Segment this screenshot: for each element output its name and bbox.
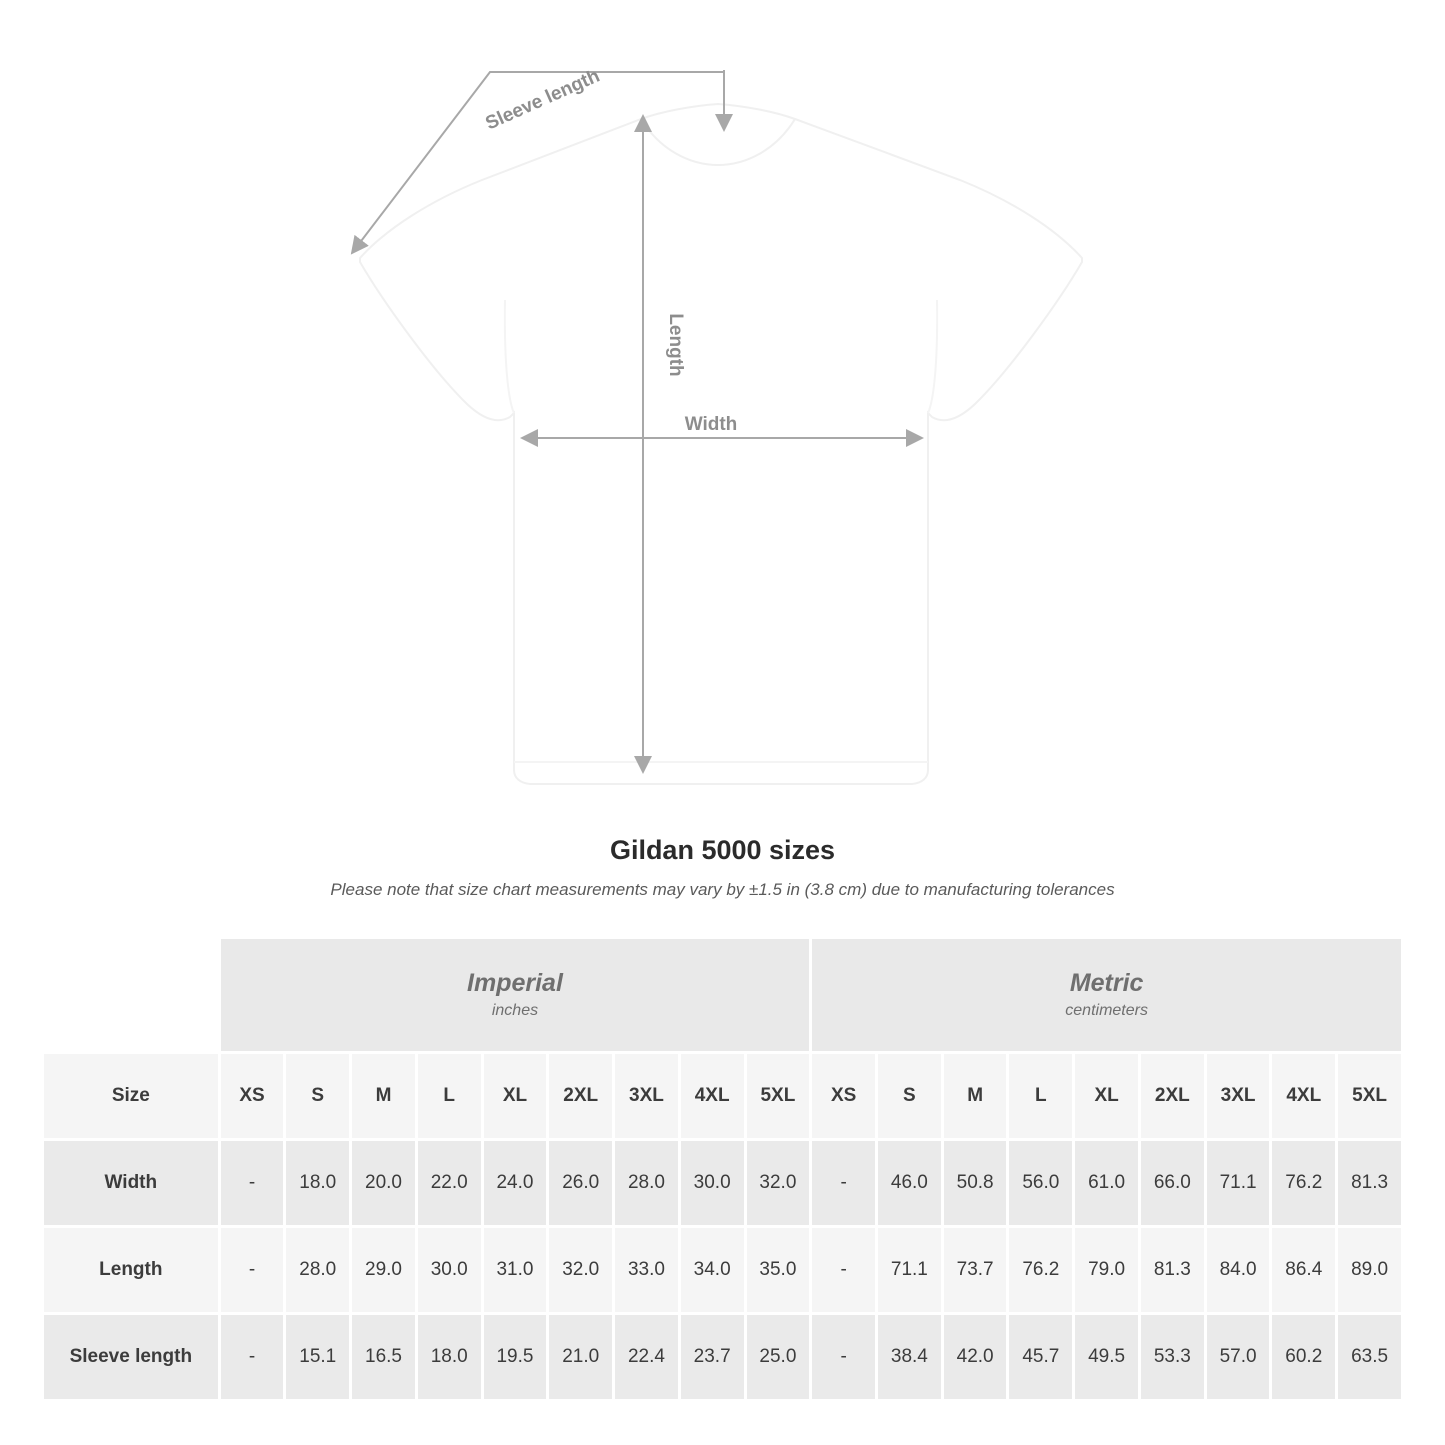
col-header-imperial-l: L — [416, 1053, 482, 1140]
cell-length-metric-2xl: 81.3 — [1139, 1227, 1205, 1314]
col-header-imperial-4xl: 4XL — [679, 1053, 745, 1140]
cell-sleeve-imperial-4xl: 23.7 — [679, 1314, 745, 1401]
cell-sleeve-metric-4xl: 60.2 — [1271, 1314, 1337, 1401]
cell-length-metric-l: 76.2 — [1008, 1227, 1074, 1314]
cell-width-metric-xs: - — [811, 1140, 877, 1227]
cell-width-imperial-xs: - — [219, 1140, 285, 1227]
unit-imperial-name: Imperial — [467, 969, 563, 997]
cell-width-imperial-2xl: 26.0 — [548, 1140, 614, 1227]
table-corner — [43, 938, 220, 1053]
size-table-wrap — [0, 936, 1445, 1402]
cell-length-imperial-5xl: 35.0 — [745, 1227, 811, 1314]
cell-length-metric-xl: 79.0 — [1074, 1227, 1140, 1314]
size-header-row — [43, 1053, 1403, 1140]
col-header-metric-s: S — [877, 1053, 943, 1140]
cell-sleeve-imperial-2xl: 21.0 — [548, 1314, 614, 1401]
chart-title: Gildan 5000 sizes — [609, 835, 836, 865]
cell-length-imperial-l: 30.0 — [416, 1227, 482, 1314]
cell-sleeve-metric-s: 38.4 — [877, 1314, 943, 1401]
cell-width-metric-l: 56.0 — [1008, 1140, 1074, 1227]
cell-width-imperial-xl: 24.0 — [482, 1140, 548, 1227]
cell-width-imperial-l: 22.0 — [416, 1140, 482, 1227]
col-header-imperial-m: M — [351, 1053, 417, 1140]
col-header-metric-xs: XS — [811, 1053, 877, 1140]
cell-length-metric-3xl: 84.0 — [1205, 1227, 1271, 1314]
cell-sleeve-imperial-m: 16.5 — [351, 1314, 417, 1401]
cell-length-metric-m: 73.7 — [942, 1227, 1008, 1314]
cell-length-imperial-2xl: 32.0 — [548, 1227, 614, 1314]
unit-group-imperial — [219, 938, 811, 1053]
width-label: Width — [684, 414, 738, 435]
size-header-label: Size — [43, 1053, 220, 1140]
col-header-imperial-2xl: 2XL — [548, 1053, 614, 1140]
col-header-metric-xl: XL — [1074, 1053, 1140, 1140]
cell-sleeve-imperial-s: 15.1 — [285, 1314, 351, 1401]
col-header-imperial-xl: XL — [482, 1053, 548, 1140]
unit-group-metric — [811, 938, 1403, 1053]
cell-sleeve-metric-xl: 49.5 — [1074, 1314, 1140, 1401]
col-header-imperial-s: S — [285, 1053, 351, 1140]
cell-sleeve-metric-2xl: 53.3 — [1139, 1314, 1205, 1401]
cell-width-metric-m: 50.8 — [942, 1140, 1008, 1227]
table-row — [43, 1140, 1403, 1227]
cell-width-imperial-4xl: 30.0 — [679, 1140, 745, 1227]
tshirt-shape — [360, 104, 1082, 784]
cell-width-metric-2xl: 66.0 — [1139, 1140, 1205, 1227]
cell-width-metric-4xl: 76.2 — [1271, 1140, 1337, 1227]
col-header-metric-4xl: 4XL — [1271, 1053, 1337, 1140]
col-header-metric-2xl: 2XL — [1139, 1053, 1205, 1140]
cell-length-metric-s: 71.1 — [877, 1227, 943, 1314]
unit-header-row — [43, 938, 1403, 1053]
unit-imperial-sub: inches — [491, 1002, 539, 1019]
cell-length-imperial-s: 28.0 — [285, 1227, 351, 1314]
cell-sleeve-imperial-3xl: 22.4 — [614, 1314, 680, 1401]
cell-width-imperial-s: 18.0 — [285, 1140, 351, 1227]
cell-width-imperial-5xl: 32.0 — [745, 1140, 811, 1227]
unit-metric-name: Metric — [1069, 969, 1144, 997]
cell-sleeve-metric-3xl: 57.0 — [1205, 1314, 1271, 1401]
cell-sleeve-metric-xs: - — [811, 1314, 877, 1401]
cell-width-metric-s: 46.0 — [877, 1140, 943, 1227]
sleeve-length-label: Sleeve length — [482, 65, 603, 135]
cell-sleeve-metric-m: 42.0 — [942, 1314, 1008, 1401]
length-label: Length — [665, 313, 686, 377]
row-label-sleeve-length: Sleeve length — [43, 1314, 220, 1401]
col-header-imperial-3xl: 3XL — [614, 1053, 680, 1140]
cell-width-metric-5xl: 81.3 — [1337, 1140, 1403, 1227]
table-row — [43, 1227, 1403, 1314]
col-header-imperial-xs: XS — [219, 1053, 285, 1140]
cell-length-imperial-xl: 31.0 — [482, 1227, 548, 1314]
col-header-metric-5xl: 5XL — [1337, 1053, 1403, 1140]
cell-sleeve-imperial-xs: - — [219, 1314, 285, 1401]
row-label-length: Length — [43, 1227, 220, 1314]
cell-width-imperial-m: 20.0 — [351, 1140, 417, 1227]
col-header-metric-m: M — [942, 1053, 1008, 1140]
cell-length-imperial-xs: - — [219, 1227, 285, 1314]
cell-width-imperial-3xl: 28.0 — [614, 1140, 680, 1227]
col-header-imperial-5xl: 5XL — [745, 1053, 811, 1140]
size-table — [41, 936, 1404, 1402]
col-header-metric-3xl: 3XL — [1205, 1053, 1271, 1140]
cell-sleeve-imperial-5xl: 25.0 — [745, 1314, 811, 1401]
cell-length-imperial-m: 29.0 — [351, 1227, 417, 1314]
cell-sleeve-imperial-xl: 19.5 — [482, 1314, 548, 1401]
cell-length-imperial-4xl: 34.0 — [679, 1227, 745, 1314]
cell-width-metric-3xl: 71.1 — [1205, 1140, 1271, 1227]
col-header-metric-l: L — [1008, 1053, 1074, 1140]
cell-sleeve-imperial-l: 18.0 — [416, 1314, 482, 1401]
cell-width-metric-xl: 61.0 — [1074, 1140, 1140, 1227]
table-row — [43, 1314, 1403, 1401]
cell-length-metric-xs: - — [811, 1227, 877, 1314]
cell-sleeve-metric-l: 45.7 — [1008, 1314, 1074, 1401]
cell-sleeve-metric-5xl: 63.5 — [1337, 1314, 1403, 1401]
cell-length-metric-4xl: 86.4 — [1271, 1227, 1337, 1314]
unit-metric-sub: centimeters — [1065, 1002, 1148, 1019]
cell-length-metric-5xl: 89.0 — [1337, 1227, 1403, 1314]
row-label-width: Width — [43, 1140, 220, 1227]
cell-length-imperial-3xl: 33.0 — [614, 1227, 680, 1314]
chart-subtitle: Please note that size chart measurements may vary by ±1.5 in (3.8 cm) due to manufacturing tolerances — [330, 880, 1115, 899]
